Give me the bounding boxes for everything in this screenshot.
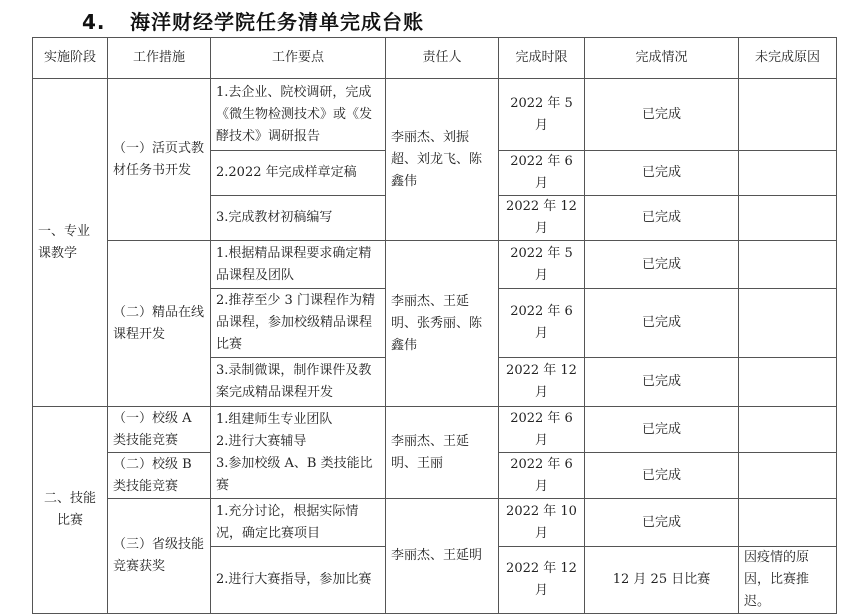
- reason-cell: 因疫情的原因，比赛推迟。: [739, 547, 837, 614]
- deadline-cell: 2022 年 5 月: [499, 241, 585, 289]
- deadline-cell: 2022 年 10 月: [499, 499, 585, 547]
- header-status: 完成情况: [585, 38, 739, 79]
- table-row: [33, 79, 837, 151]
- header-row: [33, 38, 837, 79]
- measure-cell: （一）校级 A 类技能竞赛: [108, 407, 211, 453]
- point-cell: 1.去企业、院校调研，完成《微生物检测技术》或《发酵技术》调研报告: [211, 79, 386, 151]
- deadline-cell: 2022 年 12 月: [499, 547, 585, 614]
- owner-cell: 李丽杰、王延明、王丽: [386, 407, 499, 499]
- reason-cell: [739, 241, 837, 289]
- reason-cell: [739, 358, 837, 407]
- header-owner: 责任人: [386, 38, 499, 79]
- point-cell: 3.录制微课，制作课件及教案完成精品课程开发: [211, 358, 386, 407]
- owner-cell: 李丽杰、王延明、张秀丽、陈鑫伟: [386, 241, 499, 407]
- point-cell: 3.完成教材初稿编写: [211, 196, 386, 241]
- reason-cell: [739, 79, 837, 151]
- header-deadline: 完成时限: [499, 38, 585, 79]
- status-cell: 已完成: [585, 196, 739, 241]
- page-title: [82, 6, 424, 35]
- deadline-cell: 2022 年 6 月: [499, 151, 585, 196]
- owner-cell: 李丽杰、王延明: [386, 499, 499, 614]
- deadline-cell: 2022 年 6 月: [499, 289, 585, 358]
- reason-cell: [739, 151, 837, 196]
- status-cell: 已完成: [585, 79, 739, 151]
- header-points: 工作要点: [211, 38, 386, 79]
- table-row: [33, 407, 837, 453]
- deadline-cell: 2022 年 6 月: [499, 407, 585, 453]
- point-cell: 2.进行大赛指导，参加比赛: [211, 547, 386, 614]
- deadline-cell: 2022 年 5 月: [499, 79, 585, 151]
- status-cell: 已完成: [585, 151, 739, 196]
- header-reason: 未完成原因: [739, 38, 837, 79]
- measure-cell: （二）校级 B 类技能竞赛: [108, 453, 211, 499]
- stage-cell: 一、专业课教学: [33, 79, 108, 407]
- measure-cell: （三）省级技能竞赛获奖: [108, 499, 211, 614]
- point-cell: 2.2022 年完成样章定稿: [211, 151, 386, 196]
- reason-cell: [739, 196, 837, 241]
- reason-cell: [739, 289, 837, 358]
- point-cell: 1.充分讨论，根据实际情况，确定比赛项目: [211, 499, 386, 547]
- stage-cell: 二、技能比赛: [33, 407, 108, 614]
- title-number: 4.: [82, 10, 106, 34]
- status-cell: 已完成: [585, 289, 739, 358]
- header-measure: 工作措施: [108, 38, 211, 79]
- header-stage: 实施阶段: [33, 38, 108, 79]
- deadline-cell: 2022 年 6 月: [499, 453, 585, 499]
- deadline-cell: 2022 年 12 月: [499, 358, 585, 407]
- title-text: 海洋财经学院任务清单完成台账: [130, 10, 424, 34]
- table-row: [33, 499, 837, 547]
- point-cell: 1.组建师生专业团队 2.进行大赛辅导 3.参加校级 A、B 类技能比赛: [211, 407, 386, 499]
- task-ledger-table: [32, 37, 837, 614]
- reason-cell: [739, 453, 837, 499]
- table-row: [33, 241, 837, 289]
- status-cell: 已完成: [585, 241, 739, 289]
- point-cell: 1.根据精品课程要求确定精品课程及团队: [211, 241, 386, 289]
- deadline-cell: 2022 年 12 月: [499, 196, 585, 241]
- status-cell: 已完成: [585, 358, 739, 407]
- reason-cell: [739, 499, 837, 547]
- point-cell: 2.推荐至少 3 门课程作为精品课程，参加校级精品课程比赛: [211, 289, 386, 358]
- reason-cell: [739, 407, 837, 453]
- status-cell: 12 月 25 日比赛: [585, 547, 739, 614]
- owner-cell: 李丽杰、刘振超、刘龙飞、陈鑫伟: [386, 79, 499, 241]
- status-cell: 已完成: [585, 499, 739, 547]
- status-cell: 已完成: [585, 453, 739, 499]
- measure-cell: （一）活页式教材任务书开发: [108, 79, 211, 241]
- measure-cell: （二）精品在线课程开发: [108, 241, 211, 407]
- status-cell: 已完成: [585, 407, 739, 453]
